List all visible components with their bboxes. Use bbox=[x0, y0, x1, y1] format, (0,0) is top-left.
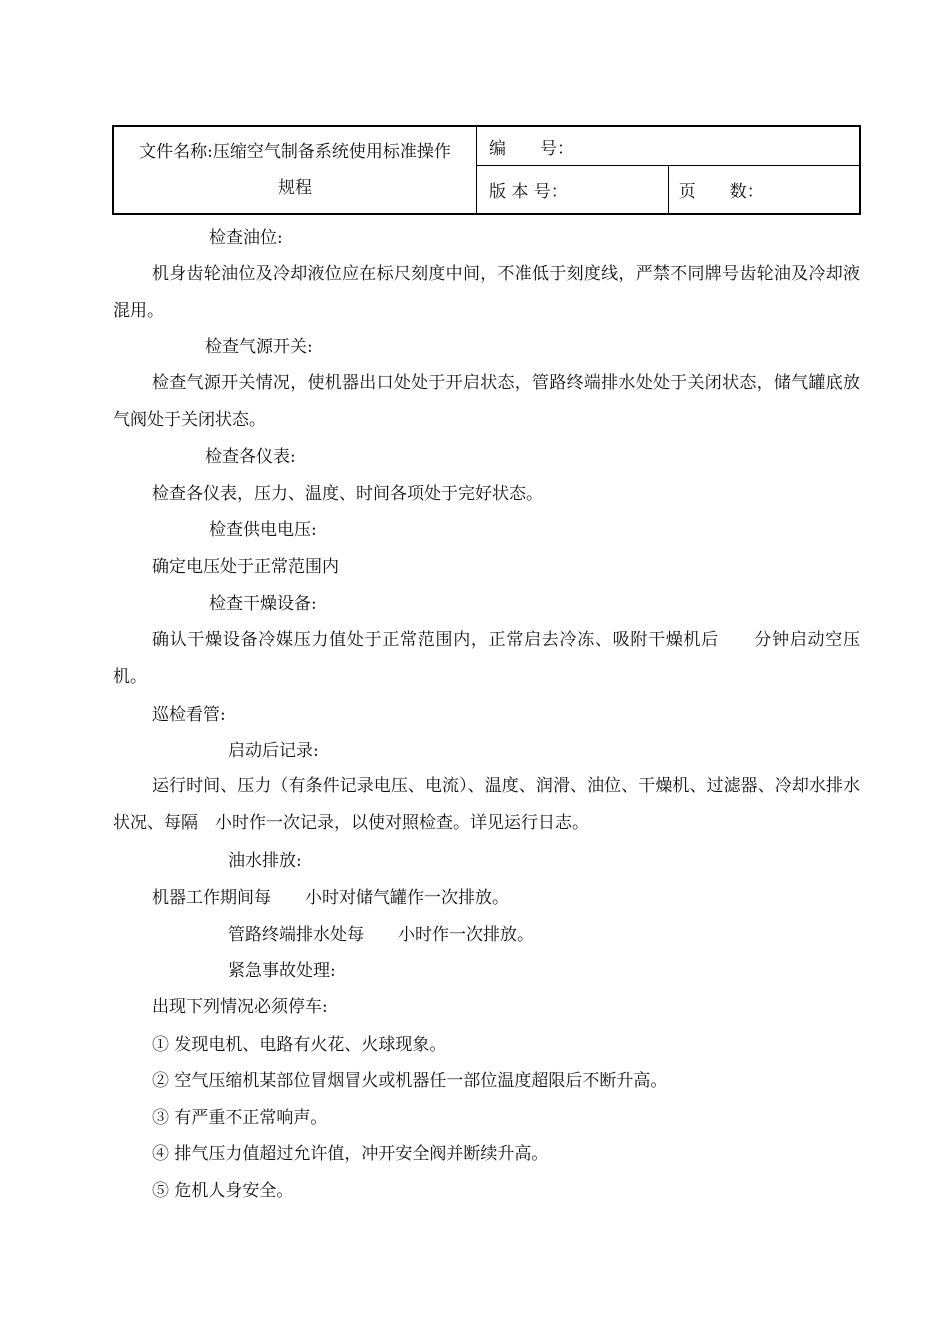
document-title-line2: 规程 bbox=[278, 178, 312, 198]
list-item: ⑤ 危机人身安全。 bbox=[152, 1181, 294, 1201]
document-header-table bbox=[112, 125, 861, 215]
paragraph-check-gas-switch: 检查气源开关情况，使机器出口处处于开启状态，管路终端排水处处于关闭状态，储气罐底放气阀处于关闭状态。 bbox=[113, 373, 860, 430]
paragraph-check-dryer: 确认干燥设备冷媒压力值处于正常范围内，正常启去冷冻、吸附干燥机后 分钟启动空压机。 bbox=[113, 630, 860, 687]
heading-startup-record: 启动后记录: bbox=[228, 741, 319, 761]
document-number-cell: 编 号： bbox=[477, 126, 861, 166]
heading-oil-water-drain: 油水排放: bbox=[228, 851, 302, 871]
heading-check-oil: 检查油位: bbox=[209, 228, 283, 248]
paragraph-emergency-intro: 出现下列情况必须停车: bbox=[152, 997, 328, 1017]
heading-check-gas-switch: 检查气源开关: bbox=[205, 337, 313, 357]
paragraph-drain-pipeline: 管路终端排水处每 小时作一次排放。 bbox=[228, 925, 534, 945]
paragraph-check-oil: 机身齿轮油位及冷却液位应在标尺刻度中间，不准低于刻度线，严禁不同牌号齿轮油及冷却液混用。 bbox=[113, 264, 860, 321]
paragraph-check-meters: 检查各仪表，压力、温度、时间各项处于完好状态。 bbox=[152, 484, 543, 504]
list-item: ② 空气压缩机某部位冒烟冒火或机器任一部位温度超限后不断升高。 bbox=[152, 1071, 668, 1091]
list-item: ④ 排气压力值超过允许值，冲开安全阀并断续升高。 bbox=[152, 1144, 549, 1164]
document-title-line1: 文件名称:压缩空气制备系统使用标准操作 bbox=[139, 142, 451, 162]
page-count-cell: 页 数： bbox=[668, 166, 860, 215]
heading-check-meters: 检查各仪表: bbox=[205, 447, 296, 467]
version-number-cell: 版 本 号： bbox=[477, 166, 669, 215]
heading-emergency: 紧急事故处理: bbox=[228, 961, 336, 981]
paragraph-drain-tank: 机器工作期间每 小时对储气罐作一次排放。 bbox=[152, 888, 509, 908]
heading-check-voltage: 检查供电电压: bbox=[209, 520, 317, 540]
heading-check-dryer: 检查干燥设备: bbox=[209, 594, 317, 614]
paragraph-startup-record: 运行时间、压力（有条件记录电压、电流）、温度、润滑、油位、干燥机、过滤器、冷却水排水状况、每隔 小时作一次记录，以使对照检查。详见运行日志。 bbox=[113, 776, 860, 833]
document-title-cell bbox=[113, 126, 477, 214]
list-item: ① 发现电机、电路有火花、火球现象。 bbox=[152, 1035, 447, 1055]
heading-patrol: 巡检看管: bbox=[152, 705, 226, 725]
paragraph-check-voltage: 确定电压处于正常范围内 bbox=[152, 557, 339, 577]
list-item: ③ 有严重不正常响声。 bbox=[152, 1108, 328, 1128]
